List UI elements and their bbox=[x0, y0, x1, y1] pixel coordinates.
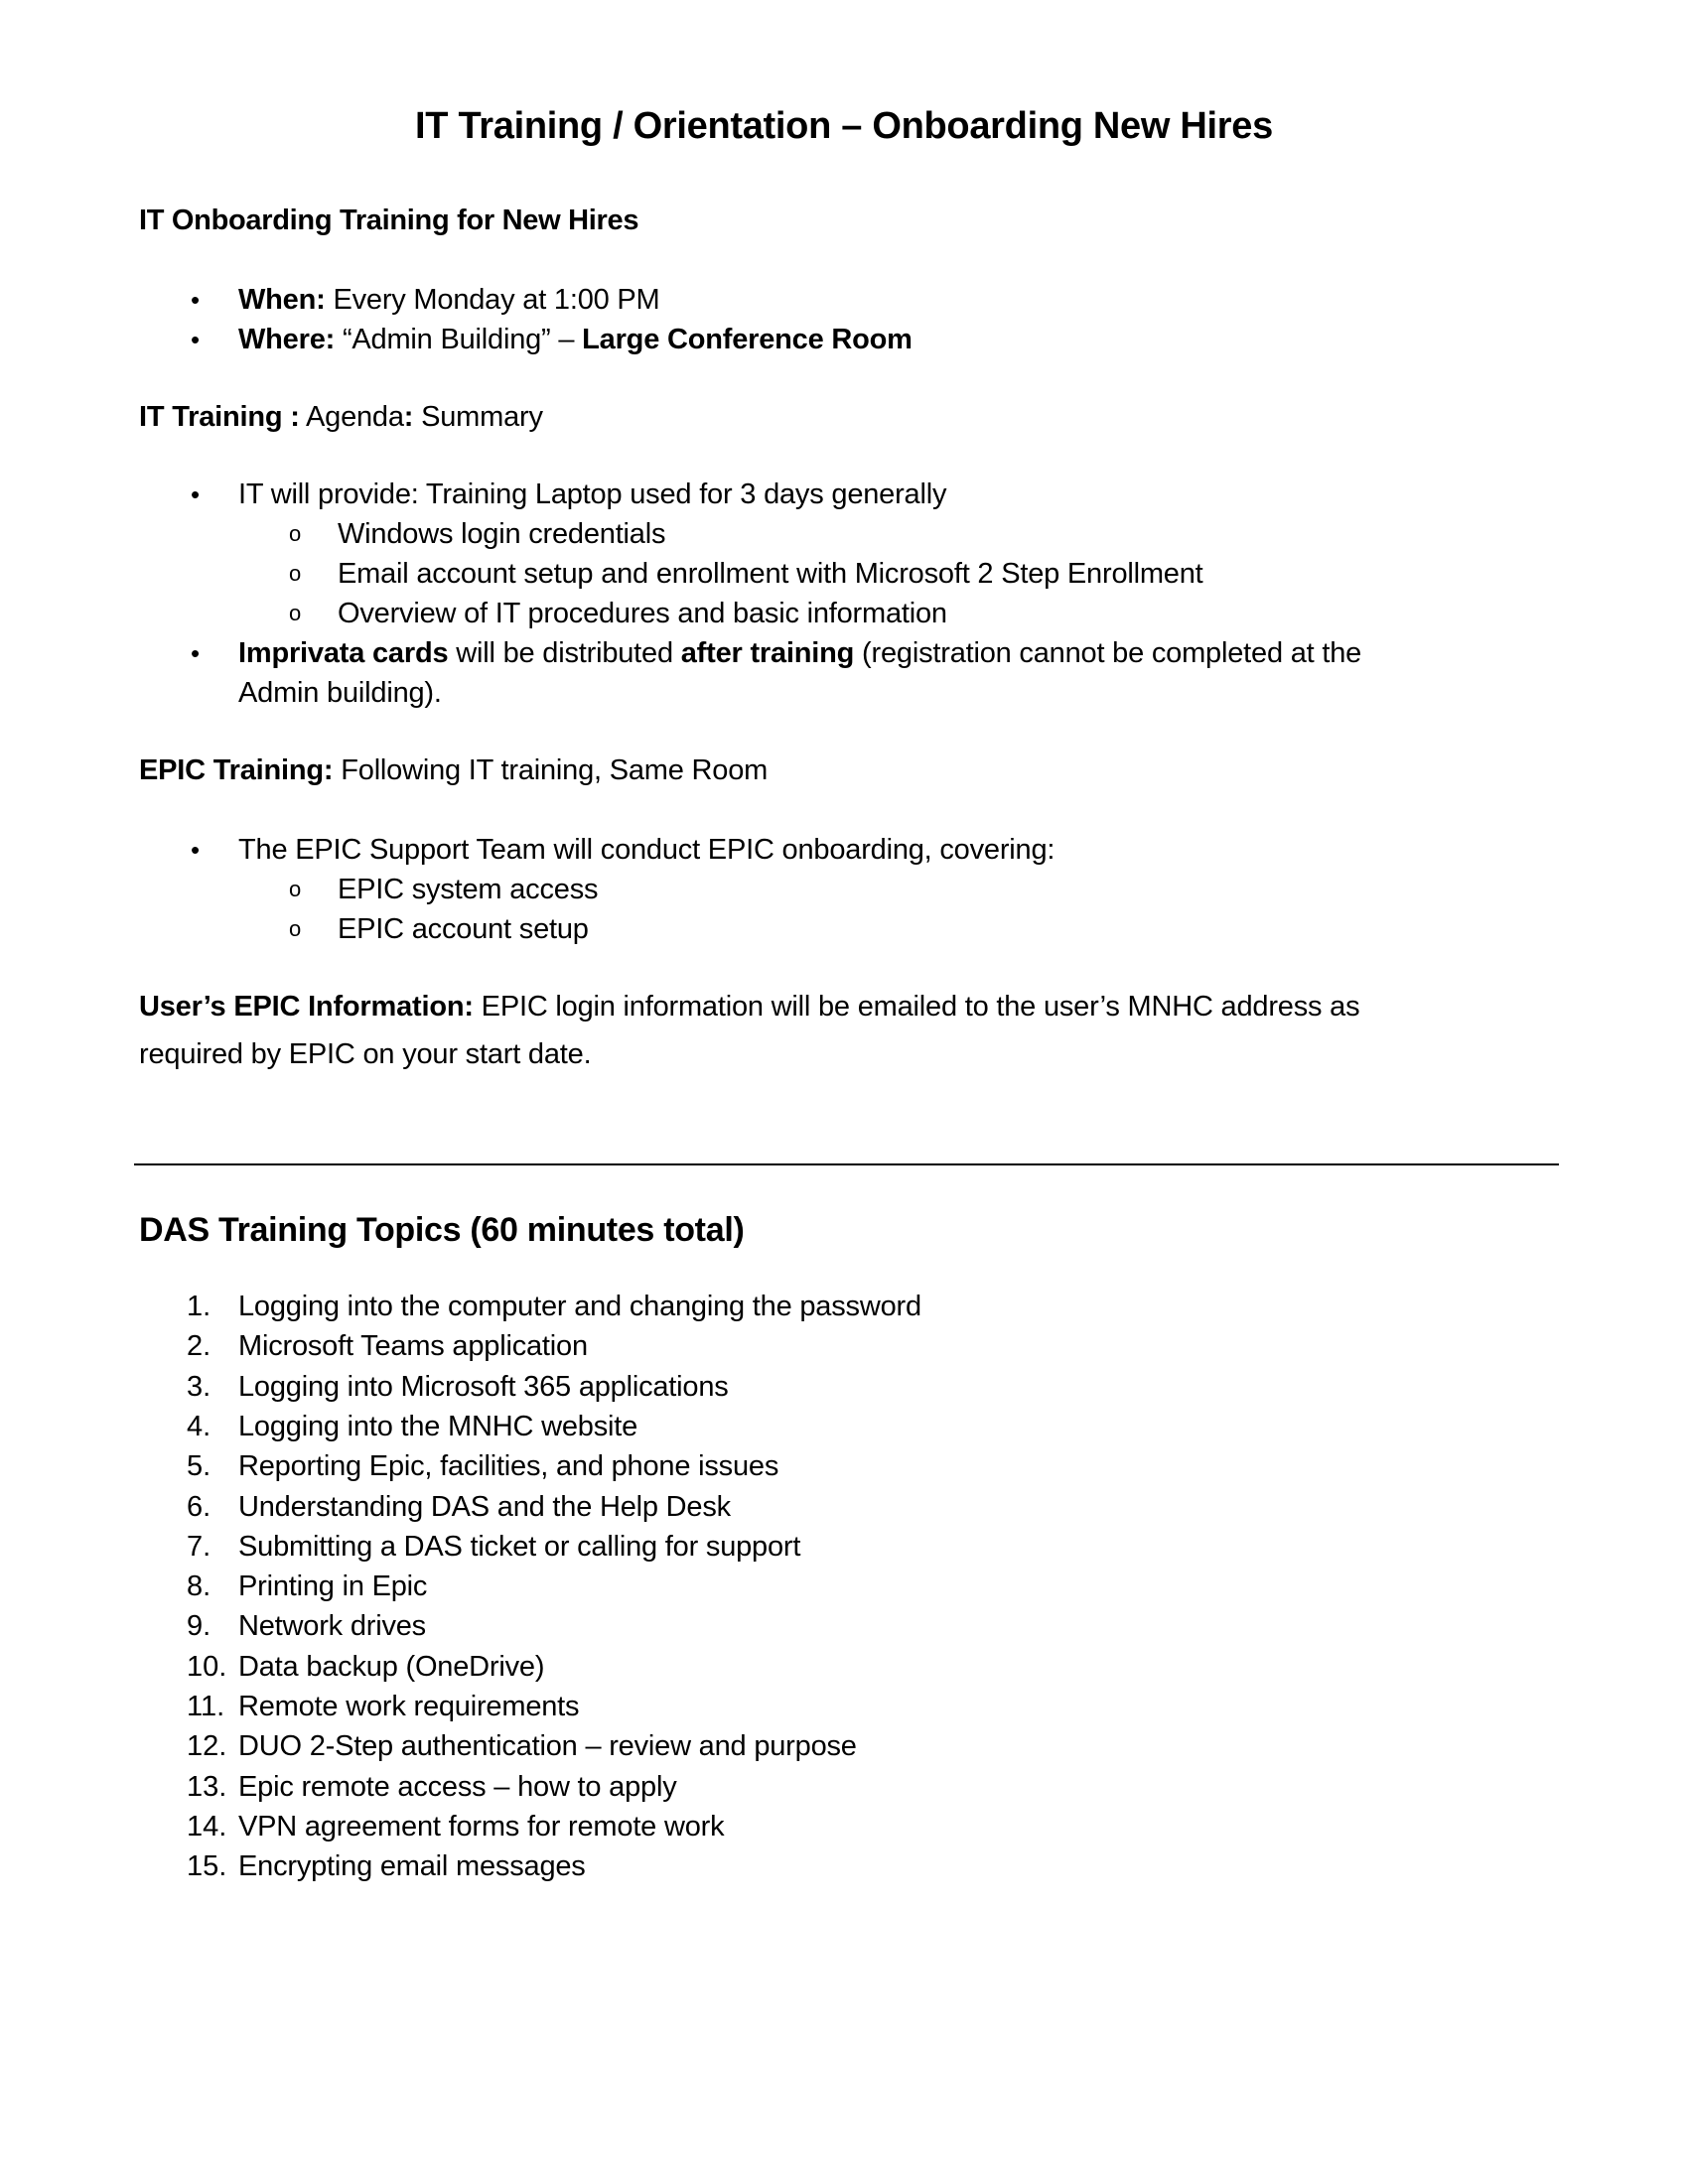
imprivata-line-1 bbox=[238, 633, 1361, 673]
imprivata-bold: Imprivata cards bbox=[238, 637, 449, 669]
it-training-colon: : bbox=[403, 401, 414, 433]
it-training-label: IT Training : bbox=[139, 401, 300, 433]
where-value: “Admin Building” – bbox=[335, 324, 583, 355]
when-line bbox=[238, 280, 660, 320]
list-item-number: 9. bbox=[187, 1610, 211, 1642]
when-label: When: bbox=[238, 284, 326, 316]
list-item-number: 6. bbox=[187, 1491, 211, 1523]
list-item-number: 13. bbox=[187, 1771, 227, 1803]
list-item: Printing in Epic bbox=[238, 1570, 428, 1602]
where-room: Large Conference Room bbox=[582, 324, 913, 355]
list-item: Logging into the MNHC website bbox=[238, 1411, 638, 1442]
list-item: Microsoft Teams application bbox=[238, 1330, 588, 1362]
list-item-number: 10. bbox=[187, 1651, 227, 1683]
list-item: Epic remote access – how to apply bbox=[238, 1771, 677, 1803]
list-item-number: 11. bbox=[187, 1691, 225, 1722]
disc-bullet-icon: • bbox=[191, 479, 201, 509]
it-sub-item: Windows login credentials bbox=[338, 518, 666, 550]
epic-support-item: The EPIC Support Team will conduct EPIC onboarding, covering: bbox=[238, 834, 1055, 866]
epic-training-value: Following IT training, Same Room bbox=[333, 754, 769, 786]
imprivata-line-2: Admin building). bbox=[238, 677, 442, 709]
list-item: DUO 2-Step authentication – review and purpose bbox=[238, 1730, 857, 1762]
list-item: VPN agreement forms for remote work bbox=[238, 1811, 725, 1843]
circle-bullet-icon: o bbox=[289, 877, 302, 901]
disc-bullet-icon: • bbox=[191, 325, 201, 354]
it-training-heading bbox=[139, 397, 543, 437]
document-title: IT Training / Orientation – Onboarding New Hires bbox=[415, 105, 1273, 147]
das-training-heading: DAS Training Topics (60 minutes total) bbox=[139, 1211, 745, 1249]
list-item-number: 5. bbox=[187, 1450, 211, 1482]
user-epic-info-line-1 bbox=[139, 987, 1359, 1026]
after-training-bold: after training bbox=[680, 637, 855, 669]
epic-training-heading bbox=[139, 751, 768, 790]
user-epic-info-text: EPIC login information will be emailed to the user’s MNHC address as bbox=[473, 991, 1360, 1023]
list-item-number: 1. bbox=[187, 1291, 211, 1322]
where-line bbox=[238, 320, 913, 359]
list-item: Encrypting email messages bbox=[238, 1850, 586, 1882]
epic-sub-item: EPIC account setup bbox=[338, 913, 589, 945]
list-item-number: 15. bbox=[187, 1850, 227, 1882]
list-item: Network drives bbox=[238, 1610, 426, 1642]
list-item: Logging into Microsoft 365 applications bbox=[238, 1371, 729, 1403]
horizontal-divider bbox=[134, 1163, 1559, 1165]
list-item-number: 8. bbox=[187, 1570, 211, 1602]
list-item-number: 2. bbox=[187, 1330, 211, 1362]
list-item-number: 4. bbox=[187, 1411, 211, 1442]
list-item-number: 3. bbox=[187, 1371, 211, 1403]
when-value: Every Monday at 1:00 PM bbox=[325, 284, 660, 316]
list-item: Reporting Epic, facilities, and phone issues bbox=[238, 1450, 779, 1482]
list-item-number: 14. bbox=[187, 1811, 227, 1843]
imprivata-text: will be distributed bbox=[448, 637, 681, 669]
list-item: Understanding DAS and the Help Desk bbox=[238, 1491, 731, 1523]
it-training-summary: Summary bbox=[413, 401, 543, 433]
list-item-number: 12. bbox=[187, 1730, 227, 1762]
list-item-number: 7. bbox=[187, 1531, 211, 1563]
imprivata-text: (registration cannot be completed at the bbox=[854, 637, 1362, 669]
list-item: Logging into the computer and changing the password bbox=[238, 1291, 921, 1322]
where-label: Where: bbox=[238, 324, 336, 355]
circle-bullet-icon: o bbox=[289, 521, 302, 546]
epic-training-label: EPIC Training: bbox=[139, 754, 334, 786]
user-epic-info-line-2: required by EPIC on your start date. bbox=[139, 1038, 592, 1070]
list-item: Submitting a DAS ticket or calling for support bbox=[238, 1531, 801, 1563]
it-sub-item: Overview of IT procedures and basic information bbox=[338, 598, 947, 629]
it-provide-item: IT will provide: Training Laptop used for 3 days generally bbox=[238, 478, 947, 510]
it-sub-item: Email account setup and enrollment with Microsoft 2 Step Enrollment bbox=[338, 558, 1203, 590]
circle-bullet-icon: o bbox=[289, 916, 302, 941]
user-epic-info-label: User’s EPIC Information: bbox=[139, 991, 474, 1023]
disc-bullet-icon: • bbox=[191, 835, 201, 865]
circle-bullet-icon: o bbox=[289, 601, 302, 625]
it-training-agenda: Agenda bbox=[299, 401, 404, 433]
circle-bullet-icon: o bbox=[289, 561, 302, 586]
list-item: Remote work requirements bbox=[238, 1691, 580, 1722]
list-item: Data backup (OneDrive) bbox=[238, 1651, 545, 1683]
disc-bullet-icon: • bbox=[191, 285, 201, 315]
disc-bullet-icon: • bbox=[191, 638, 201, 668]
onboarding-heading: IT Onboarding Training for New Hires bbox=[139, 205, 639, 236]
epic-sub-item: EPIC system access bbox=[338, 874, 599, 905]
